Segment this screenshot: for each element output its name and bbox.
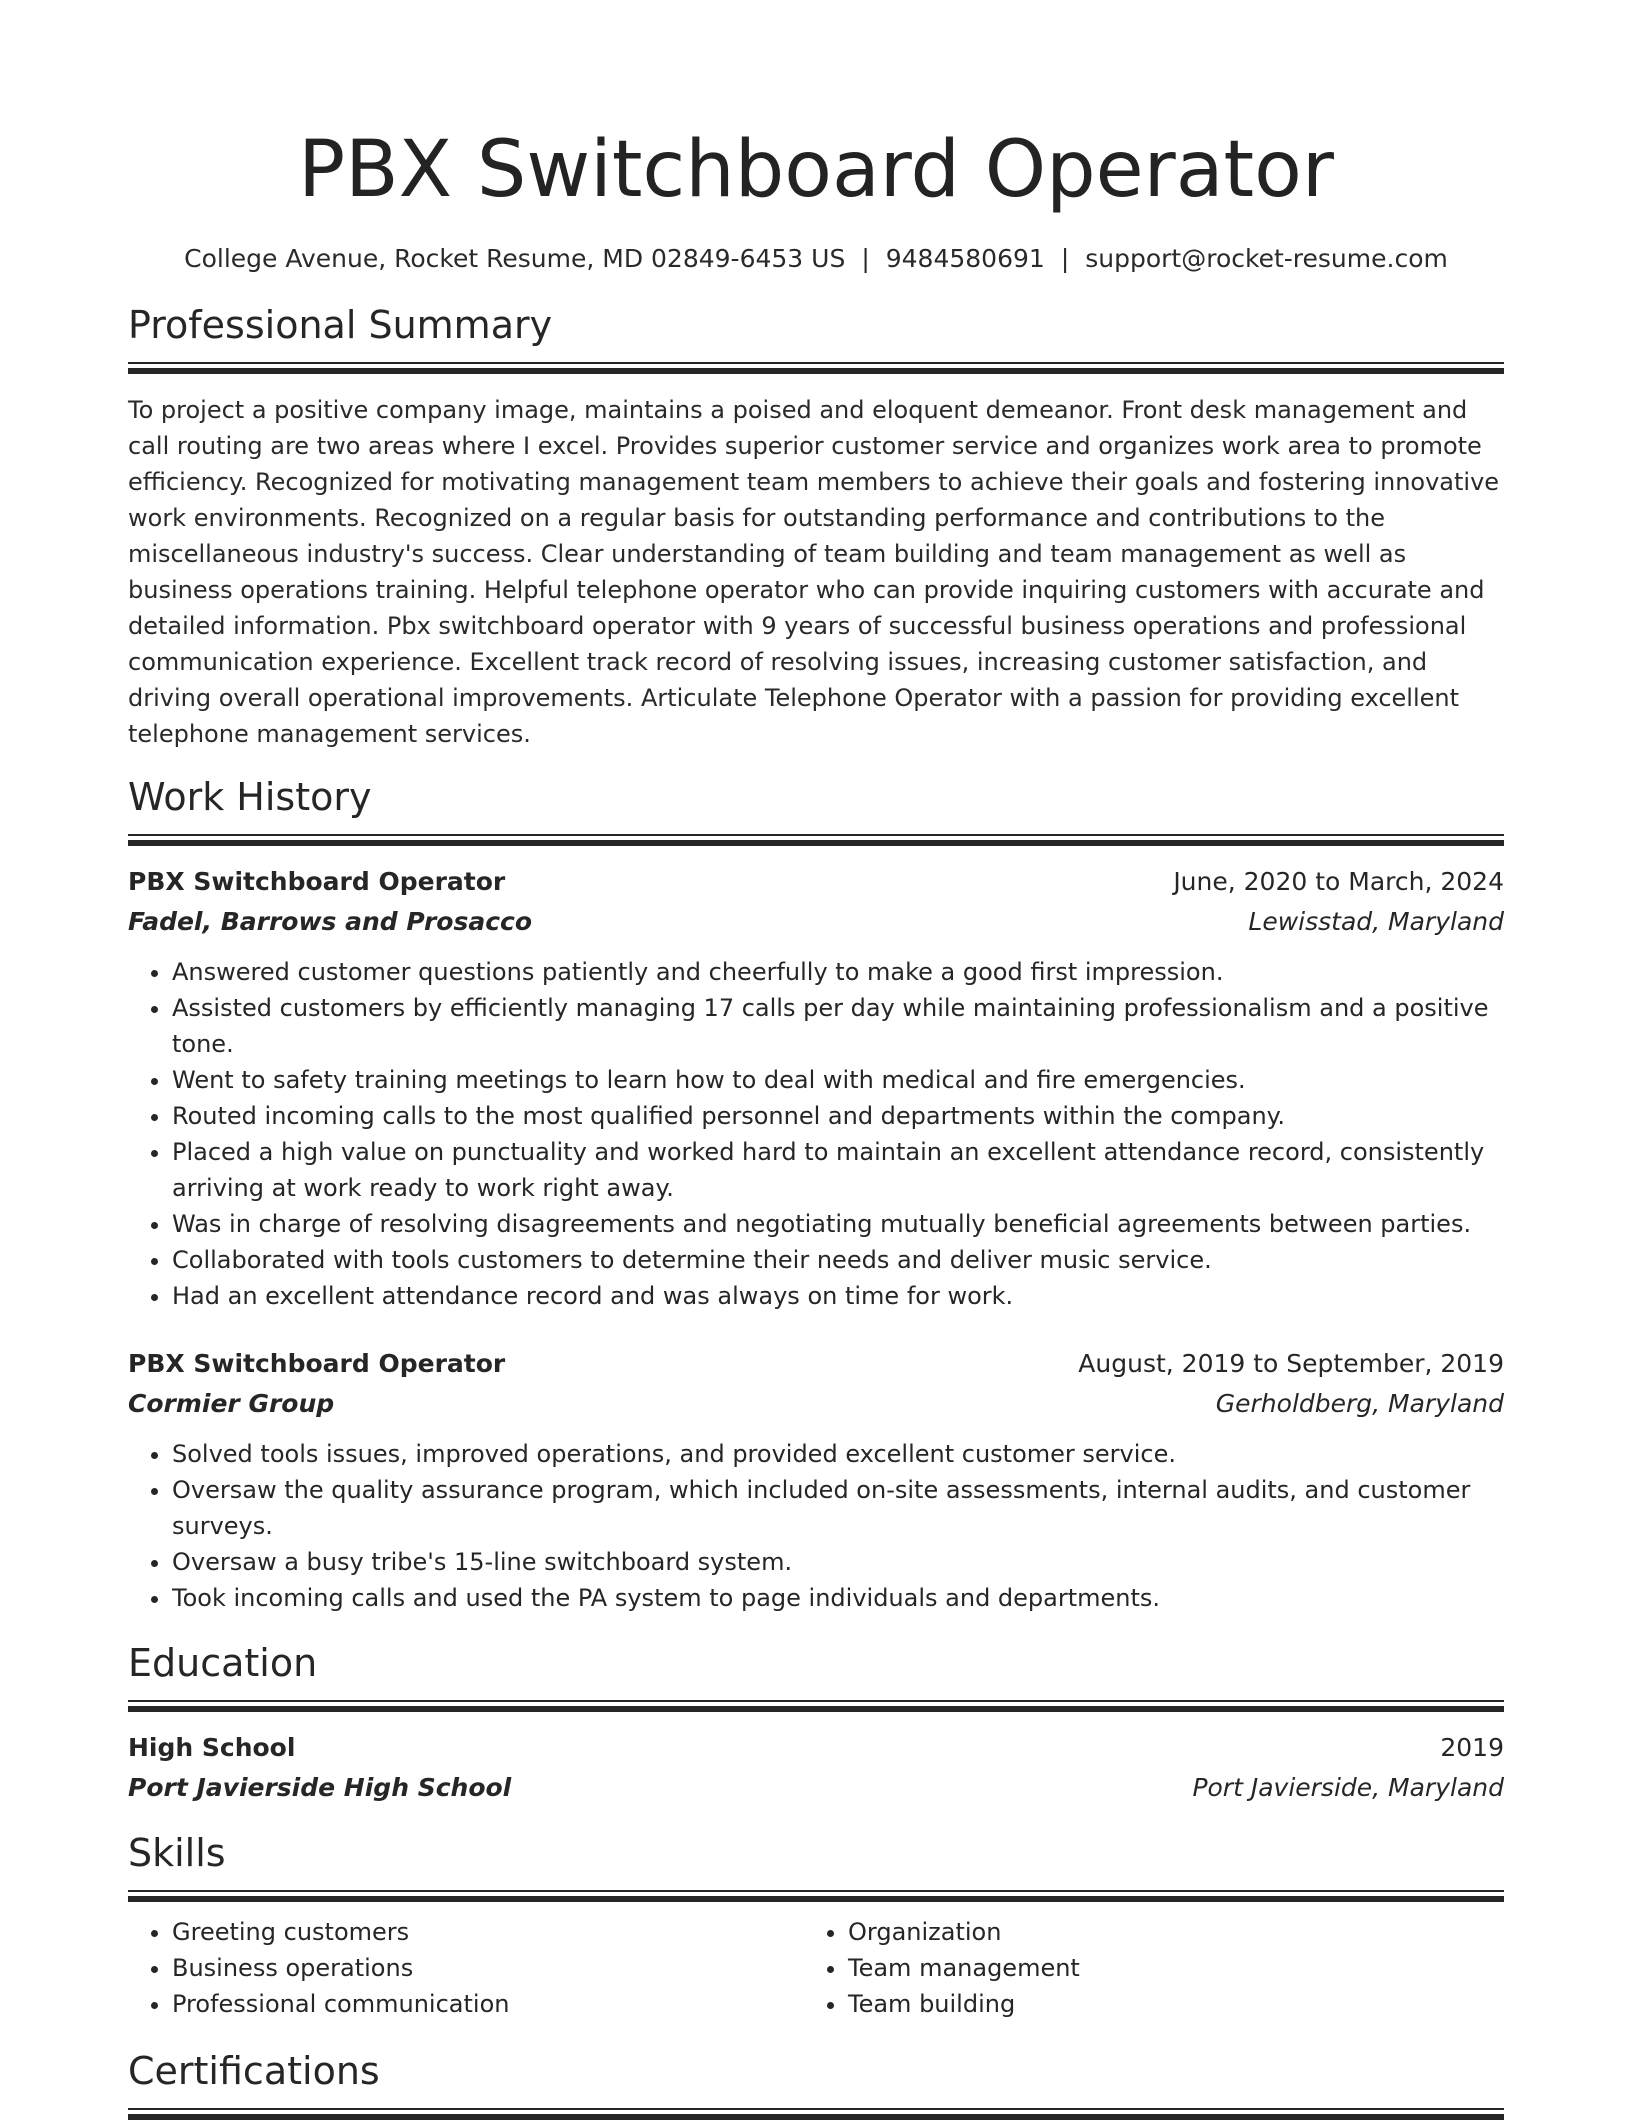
job-location: Lewisstad, Maryland — [1248, 907, 1504, 936]
list-item: • Answered customer questions patiently and cheerfully to make a good first impression. — [172, 954, 1504, 990]
education-year: 2019 — [1440, 1733, 1504, 1762]
job-company: Cormier Group — [128, 1389, 335, 1418]
section-title-education: Education — [128, 1641, 318, 1685]
contact-phone: 9484580691 — [885, 244, 1045, 273]
skills-section — [128, 1828, 1504, 2022]
resume-name: PBX Switchboard Operator — [298, 125, 1334, 215]
contact-separator: | — [861, 244, 870, 273]
job-bullet-list — [128, 954, 1504, 1314]
skills-column-right — [804, 1914, 1480, 2022]
job-dates: August, 2019 to September, 2019 — [1078, 1349, 1504, 1378]
job-entry — [128, 1344, 1504, 1616]
certifications-section — [128, 2046, 1504, 2120]
job-bullet-list — [128, 1436, 1504, 1616]
list-item: • Assisted customers by efficiently managing 17 calls per day while maintaining professionalism and a positive tone. — [172, 990, 1504, 1062]
section-divider — [128, 834, 1504, 846]
list-item: • Oversaw the quality assurance program, which included on-site assessments, internal audits, and customer surveys. — [172, 1472, 1504, 1544]
list-item: • Was in charge of resolving disagreements and negotiating mutually beneficial agreements between parties. — [172, 1206, 1504, 1242]
section-title-skills: Skills — [128, 1831, 226, 1875]
skill-item: • Professional communication — [172, 1986, 804, 2022]
job-company: Fadel, Barrows and Prosacco — [128, 907, 533, 936]
job-entry — [128, 862, 1504, 1314]
list-item: • Solved tools issues, improved operations, and provided excellent customer service. — [172, 1436, 1504, 1472]
section-divider — [128, 1890, 1504, 1902]
education-school: Port Javierside High School — [128, 1773, 512, 1802]
contact-address: College Avenue, Rocket Resume, MD 02849-6453 US — [184, 244, 846, 273]
skill-item: • Greeting customers — [172, 1914, 804, 1950]
list-item: • Routed incoming calls to the most qualified personnel and departments within the company. — [172, 1098, 1504, 1134]
list-item: • Oversaw a busy tribe's 15-line switchboard system. — [172, 1544, 1504, 1580]
skills-column-left — [128, 1914, 804, 2022]
list-item: • Had an excellent attendance record and was always on time for work. — [172, 1278, 1504, 1314]
skill-item: • Business operations — [172, 1950, 804, 1986]
section-title-certifications: Certifications — [128, 2049, 380, 2093]
list-item: • Placed a high value on punctuality and worked hard to maintain an excellent attendance record, consistently arriving at work ready to work right away. — [172, 1134, 1504, 1206]
section-divider — [128, 362, 1504, 374]
resume-page — [128, 0, 1504, 2120]
list-item: • Collaborated with tools customers to determine their needs and deliver music service. — [172, 1242, 1504, 1278]
list-item: • Went to safety training meetings to learn how to deal with medical and fire emergencies. — [172, 1062, 1504, 1098]
education-location: Port Javierside, Maryland — [1192, 1773, 1504, 1802]
job-title: PBX Switchboard Operator — [128, 1349, 506, 1378]
work-history-section — [128, 772, 1504, 1616]
skills-grid — [128, 1914, 1504, 2022]
job-title: PBX Switchboard Operator — [128, 867, 506, 896]
education-degree: High School — [128, 1733, 296, 1762]
section-title-work: Work History — [128, 775, 372, 819]
summary-text: To project a positive company image, maintains a poised and eloquent demeanor. Front desk management and call routing are two areas where I excel. Provides superior customer service and organizes work area to promote efficiency. Recognized for motivating management team members to achieve their goals and fostering innovative work environments. Recognized on a regular basis for outstanding performance and contributions to the miscellaneous industry's success. Clear understanding of team building and team management as well as business operations training. Helpful telephone operator who can provide inquiring customers with accurate and detailed information. Pbx switchboard operator with 9 years of successful business operations and professional communication experience. Excellent track record of resolving issues, increasing customer satisfaction, and driving overall operational improvements. Articulate Telephone Operator with a passion for providing excellent telephone management services. — [128, 396, 1500, 748]
section-divider — [128, 1700, 1504, 1712]
list-item: • Took incoming calls and used the PA system to page individuals and departments. — [172, 1580, 1504, 1616]
contact-email: support@rocket-resume.com — [1085, 244, 1448, 273]
contact-line — [128, 242, 1504, 276]
skill-item: • Organization — [848, 1914, 1480, 1950]
education-section — [128, 1638, 1504, 1808]
summary-section — [128, 300, 1504, 752]
skill-item: • Team management — [848, 1950, 1480, 1986]
skill-item: • Team building — [848, 1986, 1480, 2022]
job-location: Gerholdberg, Maryland — [1215, 1389, 1504, 1418]
section-title-summary: Professional Summary — [128, 303, 553, 347]
job-dates: June, 2020 to March, 2024 — [1173, 867, 1504, 896]
section-divider — [128, 2108, 1504, 2120]
contact-separator: | — [1060, 244, 1070, 273]
